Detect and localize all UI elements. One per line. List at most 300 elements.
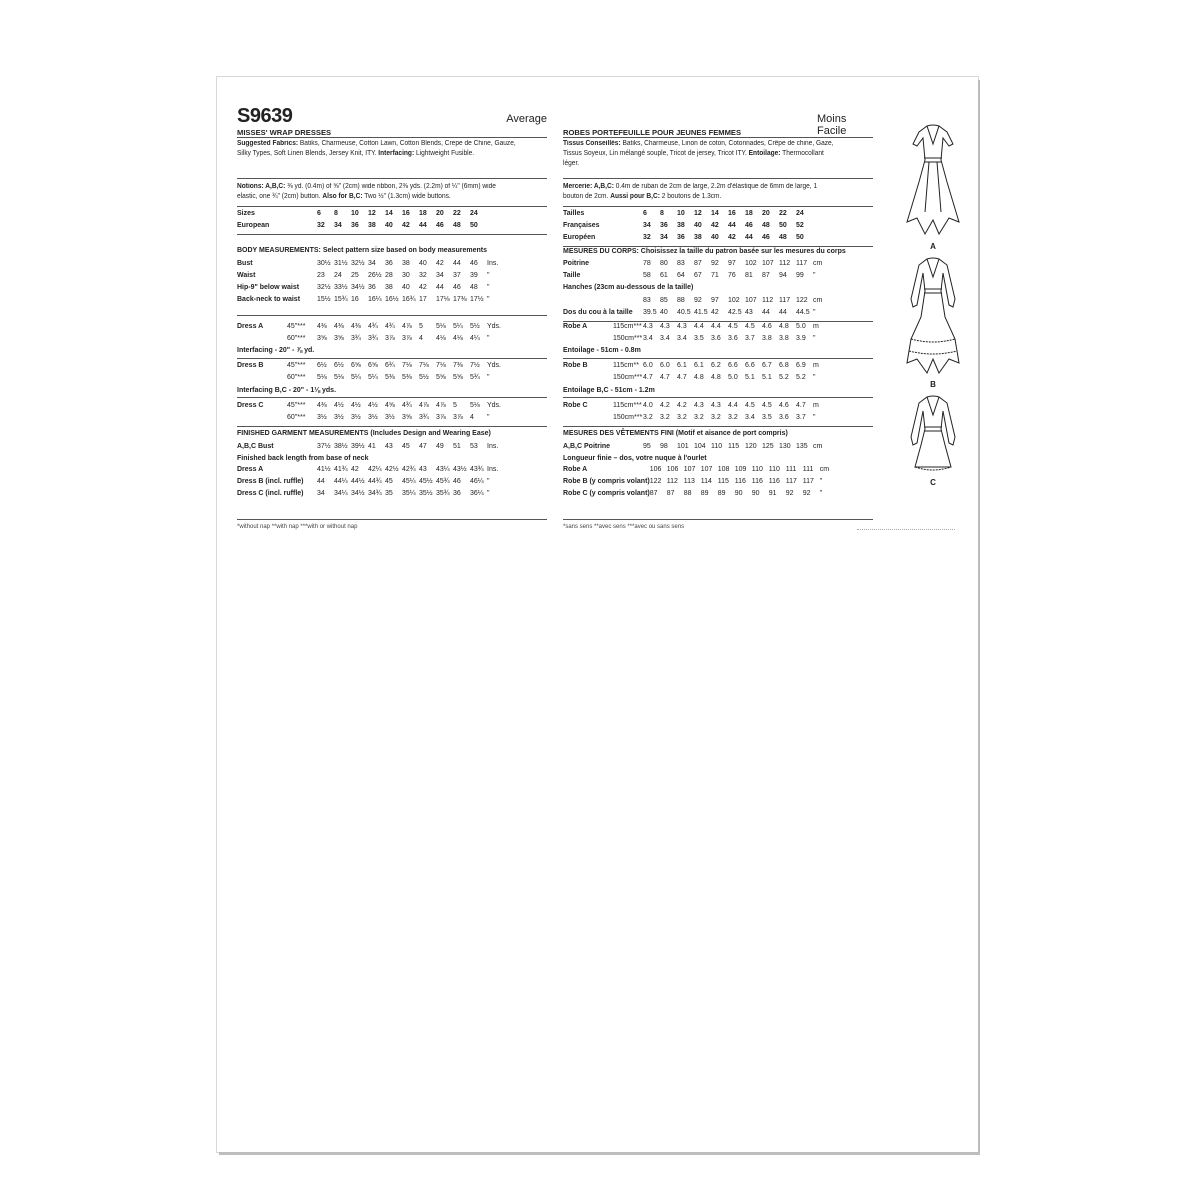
value-cell: 42 (711, 309, 719, 316)
value-cell: 40 (660, 309, 668, 316)
value-cell: 4.4 (694, 323, 704, 330)
unit-cell: m (813, 323, 819, 330)
value-cell: 5⅛ (317, 374, 327, 381)
value-cell: 3½ (368, 414, 378, 421)
value-cell: 4.8 (779, 323, 789, 330)
value-cell: 116 (768, 478, 780, 485)
divider (237, 426, 547, 427)
size-cell: 24 (470, 210, 478, 217)
value-cell: 38½ (334, 443, 348, 450)
size-cell: 8 (334, 210, 338, 217)
value-cell: 4⅛ (453, 335, 463, 342)
value-cell: 5 (419, 323, 423, 330)
value-cell: 95 (643, 443, 651, 450)
value-cell: 41 (368, 443, 376, 450)
unit-cell: Yds. (487, 362, 502, 369)
value-cell: 4⅜ (317, 402, 327, 409)
value-cell: 45 (385, 478, 393, 485)
value-cell: 48 (470, 284, 478, 291)
row-label: European (237, 222, 270, 229)
value-cell: 4¾ (368, 323, 378, 330)
value-cell: 5⅜ (402, 374, 412, 381)
value-cell: 5¼ (368, 374, 378, 381)
divider (563, 426, 873, 427)
size-cell: 8 (660, 210, 664, 217)
mercerie: Mercerie: A,B,C: 0.4m de ruban de 2cm de large, 2.2m d'élastique de 6mm de large, 1 bouton de 2cm. Aussi pour B,C: 2 boutons de 1.3cm. (563, 183, 818, 200)
size-cell: 44 (728, 222, 736, 229)
value-cell: 34½ (351, 490, 365, 497)
size-cell: 18 (419, 210, 427, 217)
value-cell: 110 (751, 466, 763, 473)
unit-cell: cm (813, 260, 823, 267)
footnote-fr: *sans sens **avec sens ***avec ou sans sens (563, 524, 685, 530)
table-row (563, 488, 829, 500)
value-cell: 3.5 (762, 414, 772, 421)
size-cell: 42 (728, 234, 736, 241)
value-cell: 116 (751, 478, 763, 485)
value-cell: 92 (694, 297, 702, 304)
value-cell: 32½ (351, 260, 365, 267)
divider (563, 397, 873, 398)
value-cell: 3.2 (694, 414, 704, 421)
value-cell: 43 (745, 309, 753, 316)
value-cell: 122 (649, 478, 662, 485)
value-cell: 87 (649, 490, 658, 497)
value-cell: 40 (402, 284, 410, 291)
value-cell: 3.7 (796, 414, 806, 421)
longueur-heading: Longueur finie – dos, votre nuque à l'ourlet (563, 455, 707, 462)
mesures-corps-table (563, 258, 822, 282)
value-cell: 36 (368, 284, 376, 291)
size-cell: 18 (745, 210, 753, 217)
row-label: Bust (237, 260, 253, 267)
divider (563, 137, 873, 138)
value-cell: 3⅞ (385, 335, 395, 342)
value-cell: 40 (419, 260, 427, 267)
unit-cell: " (487, 284, 490, 291)
value-cell: 98 (660, 443, 668, 450)
value-cell: 3.2 (728, 414, 738, 421)
value-cell: 5¼ (453, 323, 463, 330)
value-cell: 4.2 (660, 402, 670, 409)
sizes-table (237, 208, 487, 232)
table-row (237, 282, 498, 294)
spacer (563, 295, 643, 307)
divider (563, 178, 873, 179)
row-label: Dress B (incl. ruffle) (237, 478, 304, 485)
value-cell: 3.2 (677, 414, 687, 421)
value-cell: 35¾ (436, 490, 450, 497)
value-cell: 3.4 (677, 335, 687, 342)
value-cell: 39.5 (643, 309, 657, 316)
size-cell: 22 (453, 210, 461, 217)
value-cell: 41.5 (694, 309, 708, 316)
value-cell: 106 (649, 466, 662, 473)
divider (237, 178, 547, 179)
value-cell: 85 (660, 297, 668, 304)
size-cell: 40 (385, 222, 393, 229)
value-cell: 41½ (317, 466, 331, 473)
value-cell: 83 (677, 260, 685, 267)
robe-b-metrage (563, 360, 819, 384)
value-cell: 15¾ (334, 296, 348, 303)
value-cell: 4⅜ (334, 323, 344, 330)
unit-cell: " (487, 374, 490, 381)
value-cell: 3¾ (368, 335, 378, 342)
value-cell: 6.7 (762, 362, 772, 369)
value-cell: 44 (436, 284, 444, 291)
unit-cell: " (487, 478, 490, 485)
size-cell: 20 (762, 210, 770, 217)
size-cell: 48 (779, 234, 787, 241)
row-label: Dos du cou à la taille (563, 309, 633, 316)
value-cell: 3⅞ (402, 335, 412, 342)
value-cell: 3.4 (745, 414, 755, 421)
row-label (563, 372, 613, 384)
value-cell: 104 (694, 443, 706, 450)
value-cell: 47 (419, 443, 427, 450)
size-cell: 6 (317, 210, 321, 217)
value-cell: 113 (683, 478, 695, 485)
value-cell: 37½ (317, 443, 331, 450)
value-cell: 6.9 (796, 362, 806, 369)
size-cell: 50 (796, 234, 804, 241)
divider (237, 234, 547, 235)
unit-cell: " (813, 414, 816, 421)
size-cell: 36 (660, 222, 668, 229)
unit-cell: " (813, 272, 816, 279)
table-row (237, 270, 498, 282)
value-cell: 89 (700, 490, 709, 497)
size-cell: 46 (745, 222, 753, 229)
value-cell: 34¾ (368, 490, 382, 497)
unit-cell: Ins. (487, 260, 499, 267)
value-cell: 3⅝ (317, 335, 327, 342)
table-row (563, 372, 819, 384)
width-label: 150cm*** (613, 414, 643, 421)
value-cell: 5⅜ (385, 374, 395, 381)
value-cell: 101 (677, 443, 689, 450)
value-cell: 44 (762, 309, 770, 316)
value-cell: 115 (717, 478, 729, 485)
value-cell: 39 (470, 272, 478, 279)
value-cell: 3⅞ (436, 414, 446, 421)
table-row (237, 333, 501, 345)
value-cell: 5½ (470, 323, 480, 330)
mesures-corps-heading: MESURES DU CORPS: Choisissez la taille du patron basée sur les mesures du corps (563, 248, 846, 255)
width-label: 115cm*** (613, 402, 642, 409)
row-label: Robe A (563, 323, 588, 330)
value-cell: 87 (694, 260, 702, 267)
value-cell: 35¼ (402, 490, 416, 497)
value-cell: 16¾ (402, 296, 416, 303)
value-cell: 3.6 (711, 335, 721, 342)
interfacing-a: Interfacing - 20" - ⅞ yd. (237, 347, 315, 354)
value-cell: 4⅜ (317, 323, 327, 330)
value-cell: 6½ (334, 362, 344, 369)
value-cell: 6⅝ (368, 362, 378, 369)
value-cell: 3⅝ (402, 414, 412, 421)
row-label (237, 372, 287, 384)
unit-cell: Yds. (487, 323, 502, 330)
value-cell: 120 (745, 443, 757, 450)
value-cell: 3.2 (660, 414, 670, 421)
value-cell: 108 (717, 466, 730, 473)
value-cell: 109 (734, 466, 747, 473)
value-cell: 3.2 (711, 414, 721, 421)
sizes-row (237, 208, 487, 220)
unit-cell: m (813, 402, 819, 409)
value-cell: 43½ (453, 466, 467, 473)
value-cell: 3½ (317, 414, 327, 421)
size-cell: 44 (419, 222, 427, 229)
value-cell: 42½ (385, 466, 399, 473)
value-cell: 112 (762, 297, 774, 304)
value-cell: 44 (779, 309, 787, 316)
value-cell: 64 (677, 272, 685, 279)
row-label: Robe C (563, 402, 588, 409)
table-row (563, 441, 822, 453)
value-cell: 4.3 (711, 402, 721, 409)
row-label: Dress C (237, 402, 264, 409)
value-cell: 94 (779, 272, 787, 279)
table-row (237, 372, 501, 384)
value-cell: 49 (436, 443, 444, 450)
row-label: Back-neck to waist (237, 296, 301, 303)
value-cell: 32 (419, 272, 427, 279)
value-cell: 5.2 (779, 374, 789, 381)
value-cell: 34 (368, 260, 376, 267)
value-cell: 43 (385, 443, 393, 450)
value-cell: 6.6 (728, 362, 738, 369)
dress-b-yardage (237, 360, 501, 384)
body-measurements-table (237, 258, 498, 306)
value-cell: 4¾ (385, 323, 395, 330)
value-cell: 39½ (351, 443, 365, 450)
divider (237, 315, 547, 316)
european-row (237, 220, 487, 232)
value-cell: 117 (779, 297, 791, 304)
row-label (237, 412, 287, 424)
value-cell: 3.9 (796, 335, 806, 342)
tissus-conseilles: Tissus Conseillés: Batiks, Charmeuse, Linon de coton, Cotonnades, Crêpe de chine, Gaze, Tissus Soyeux, Lin mélangé souple, Tricot de jersey, Tricot ITY. Entoilage: Thermocollant léger. (563, 140, 834, 167)
value-cell: 91 (768, 490, 777, 497)
row-label: Hip-9" below waist (237, 284, 300, 291)
size-cell: 48 (453, 222, 461, 229)
dress-b-illustration (903, 255, 963, 375)
size-cell: 34 (660, 234, 668, 241)
value-cell: 6.2 (711, 362, 721, 369)
value-cell: 90 (734, 490, 743, 497)
value-cell: 4 (470, 414, 474, 421)
table-row (563, 464, 829, 476)
value-cell: 4¼ (470, 335, 480, 342)
size-cell: 42 (402, 222, 410, 229)
value-cell: 42.5 (728, 309, 742, 316)
size-cell: 36 (677, 234, 685, 241)
value-cell: 7⅜ (453, 362, 463, 369)
value-cell: 111 (785, 466, 797, 473)
dotted-rule (857, 529, 955, 533)
size-cell: 38 (368, 222, 376, 229)
size-cell: 12 (368, 210, 376, 217)
value-cell: 112 (666, 478, 678, 485)
row-label (563, 333, 613, 345)
value-cell: 3.4 (660, 335, 670, 342)
value-cell: 114 (700, 478, 712, 485)
width-label: 45"*** (287, 362, 306, 369)
footnote: *without nap **with nap ***with or without nap (237, 524, 358, 530)
tailles-row (563, 208, 813, 220)
value-cell: 42 (419, 284, 427, 291)
size-cell: 44 (745, 234, 753, 241)
size-cell: 24 (796, 210, 804, 217)
value-cell: 7⅛ (436, 362, 446, 369)
unit-cell: " (487, 490, 490, 497)
width-label: 60"*** (287, 374, 306, 381)
value-cell: 5⅝ (436, 374, 446, 381)
size-cell: 36 (351, 222, 359, 229)
value-cell: 42 (351, 466, 359, 473)
width-label: 150cm*** (613, 335, 643, 342)
value-cell: 36 (385, 260, 393, 267)
value-cell: 3⅝ (334, 335, 344, 342)
divider (563, 358, 873, 359)
value-cell: 107 (745, 297, 757, 304)
value-cell: 4¾ (402, 402, 412, 409)
unit-cell: " (813, 309, 816, 316)
value-cell: 35 (385, 490, 393, 497)
value-cell: 6.6 (745, 362, 755, 369)
value-cell: 16 (351, 296, 359, 303)
value-cell: 92 (802, 490, 811, 497)
table-row (563, 333, 819, 345)
unit-cell: " (819, 478, 823, 485)
value-cell: 4.5 (762, 402, 772, 409)
size-cell: 34 (334, 222, 342, 229)
size-cell: 6 (643, 210, 647, 217)
pattern-title-fr: ROBES PORTEFEUILLE POUR JEUNES FEMMES (563, 128, 742, 137)
value-cell: 3½ (385, 414, 395, 421)
value-cell: 5⅛ (334, 374, 344, 381)
value-cell: 26½ (368, 272, 382, 279)
size-cell: 32 (317, 222, 325, 229)
divider (237, 519, 547, 520)
value-cell: 4½ (351, 402, 361, 409)
back-length-heading: Finished back length from base of neck (237, 455, 369, 462)
table-row (237, 412, 501, 424)
table-row (237, 360, 501, 372)
row-label: Françaises (563, 222, 600, 229)
value-cell: 45¾ (436, 478, 450, 485)
size-cell: 12 (694, 210, 702, 217)
value-cell: 41¾ (334, 466, 348, 473)
size-cell: 40 (711, 234, 719, 241)
value-cell: 7½ (470, 362, 480, 369)
value-cell: 3.4 (643, 335, 653, 342)
value-cell: 16¼ (368, 296, 382, 303)
table-row (563, 270, 822, 282)
hanches-table (563, 295, 822, 319)
table-row (563, 258, 822, 270)
value-cell: 4⅞ (419, 402, 429, 409)
value-cell: 4.3 (643, 323, 653, 330)
value-cell: 40.5 (677, 309, 691, 316)
divider (563, 246, 873, 247)
size-cell: 48 (762, 222, 770, 229)
value-cell: 4.6 (779, 402, 789, 409)
value-cell: 4.7 (660, 374, 670, 381)
value-cell: 44.5 (796, 309, 810, 316)
value-cell: 30 (402, 272, 410, 279)
francaises-row (563, 220, 813, 232)
value-cell: 87 (666, 490, 675, 497)
value-cell: 25 (351, 272, 359, 279)
value-cell: 83 (643, 297, 651, 304)
row-label: Dress B (237, 362, 264, 369)
value-cell: 7⅛ (419, 362, 429, 369)
unit-cell: " (487, 335, 490, 342)
value-cell: 5.2 (796, 374, 806, 381)
suggested-fabrics: Suggested Fabrics: Batiks, Charmeuse, Cotton Lawn, Cotton Blends, Crepe de Chine, Gauze, Silky Types, Soft Linen Blends, Jersey Knit, ITY. Interfacing: Lightweight Fusible. (237, 140, 516, 157)
row-label: A,B,C Poitrine (563, 443, 611, 450)
row-label: Robe B (563, 362, 588, 369)
robe-c-metrage (563, 400, 819, 424)
value-cell: 4⅜ (351, 323, 361, 330)
value-cell: 4.7 (677, 374, 687, 381)
unit-cell: " (813, 374, 816, 381)
value-cell: 4½ (368, 402, 378, 409)
value-cell: 17 (419, 296, 427, 303)
value-cell: 5.1 (745, 374, 755, 381)
table-row (563, 307, 822, 319)
table-row (563, 295, 822, 307)
value-cell: 4⅞ (436, 402, 446, 409)
value-cell: 4.2 (677, 402, 687, 409)
row-label: Poitrine (563, 260, 590, 267)
table-row (237, 294, 498, 306)
dress-a-label: A (930, 242, 936, 251)
garment-illustrations (903, 122, 963, 487)
table-row (563, 321, 819, 333)
value-cell: 87 (762, 272, 770, 279)
value-cell: 5.0 (796, 323, 806, 330)
value-cell: 5¾ (470, 374, 480, 381)
value-cell: 53 (470, 443, 478, 450)
table-row (237, 321, 501, 333)
mesures-vetements-heading: MESURES DES VÊTEMENTS FINI (Motif et aisance de port compris) (563, 430, 788, 437)
value-cell: 71 (711, 272, 719, 279)
value-cell: 23 (317, 272, 325, 279)
value-cell: 45½ (419, 478, 433, 485)
robe-a-metrage (563, 321, 819, 345)
value-cell: 43¾ (470, 466, 484, 473)
size-cell: 16 (402, 210, 410, 217)
value-cell: 46 (470, 260, 478, 267)
value-cell: 37 (453, 272, 461, 279)
value-cell: 5⅝ (453, 374, 463, 381)
value-cell: 117 (802, 478, 814, 485)
value-cell: 111 (802, 466, 814, 473)
value-cell: 4.5 (745, 323, 755, 330)
size-cell: 46 (762, 234, 770, 241)
unit-cell: " (487, 272, 490, 279)
value-cell: 30½ (317, 260, 331, 267)
table-row (237, 464, 498, 476)
value-cell: 4.8 (711, 374, 721, 381)
size-cell: 52 (796, 222, 804, 229)
value-cell: 45 (402, 443, 410, 450)
